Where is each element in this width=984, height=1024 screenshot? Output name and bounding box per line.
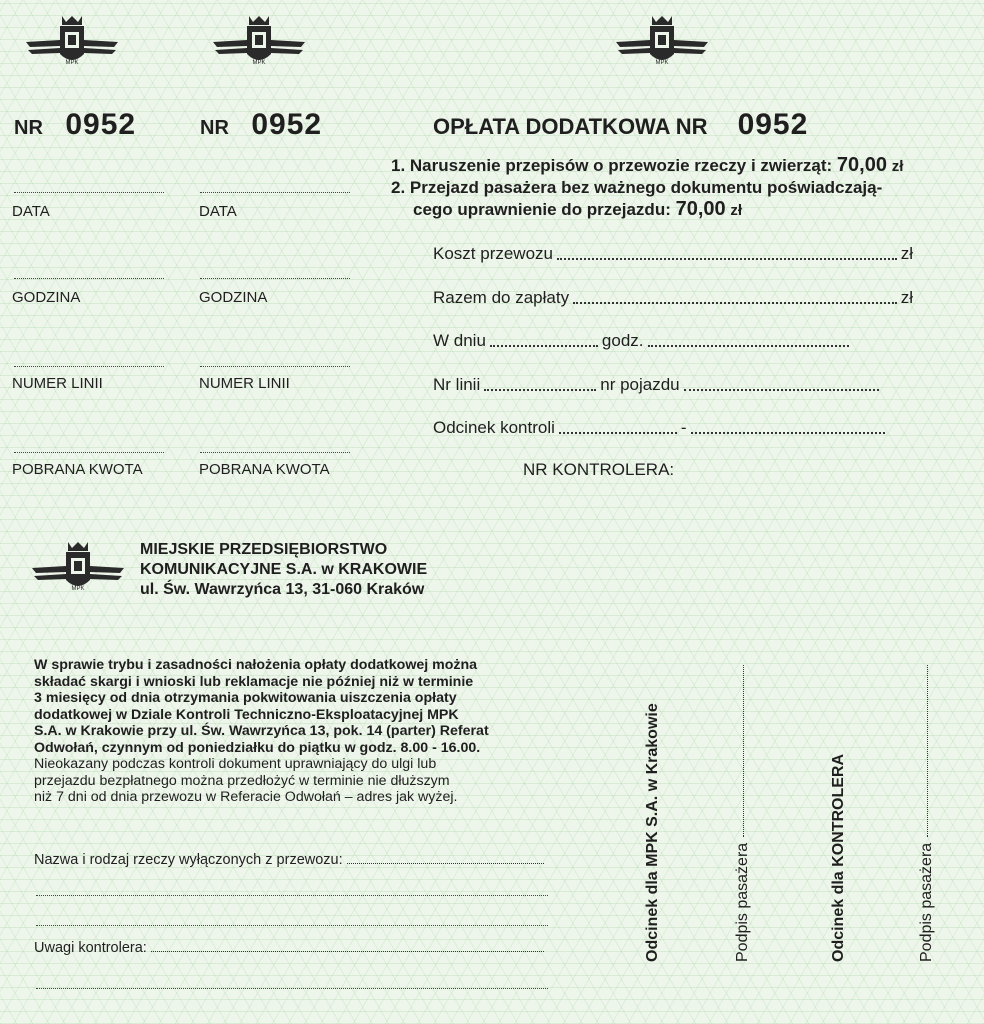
remarks-field[interactable] [34, 940, 548, 956]
mpk-logo-icon [211, 12, 307, 72]
svg-text:MPK: MPK [655, 60, 669, 66]
stub-2-line-label: NUMER LINII [199, 375, 290, 392]
fee-item-1-text: 1. Naruszenie przepisów o przewozie rzeczy i zwierząt: [391, 156, 833, 175]
razem-unit: zł [900, 288, 913, 307]
fee-item-1-amount: 70,00 [836, 154, 887, 176]
excluded-items-input[interactable] [347, 863, 544, 864]
kontroler-stub-label: Odcinek dla KONTROLERA [830, 753, 847, 962]
svg-text:MPK: MPK [71, 586, 85, 592]
excluded-items-field[interactable] [34, 852, 548, 868]
info-line: Nieokazany podczas kontroli dokument uprawniający do ulgi lub [34, 756, 437, 772]
stub-2-time-label: GODZINA [199, 289, 268, 306]
godz-label: godz. [601, 331, 644, 350]
ticket-nr-number: 0952 [737, 108, 809, 141]
mpk-logo-icon [30, 538, 126, 598]
kontroler-label: NR KONTROLERA: [523, 460, 675, 479]
info-bold-line: dodatkowej w Dziale Kontroli Techniczno-Eksploatacyjnej MPK [34, 706, 459, 723]
odcinek-field[interactable] [433, 418, 889, 438]
info-line: niż 7 dni od dnia przewozu w Referacie Odwołań – adres jak wyżej. [34, 789, 458, 805]
stub-2-nr-number: 0952 [251, 108, 323, 141]
stub-1-amount-label: POBRANA KWOTA [12, 461, 143, 478]
dniu-label: W dniu [433, 331, 486, 350]
stub-2-date-label: DATA [199, 203, 237, 220]
company-line-2: KOMUNIKACYJNE S.A. w KRAKOWIE [140, 561, 428, 578]
stub-1-date-line[interactable] [14, 192, 164, 193]
company-line-1: MIEJSKIE PRZEDSIĘBIORSTWO [140, 541, 388, 558]
koszt-unit: zł [900, 244, 913, 263]
company-name-block [140, 540, 427, 600]
remarks-label: Uwagi kontrolera: [34, 940, 147, 956]
linii-input[interactable] [484, 389, 596, 391]
odcinek-to-input[interactable] [691, 432, 885, 434]
mpk-signature-label: Podpis pasażera [734, 842, 751, 962]
kontroler-signature-line[interactable] [927, 665, 928, 837]
koszt-label: Koszt przewozu [433, 244, 553, 263]
ticket-header [433, 108, 808, 142]
fee-item-2-amount: 70,00 [675, 198, 726, 220]
stub-1-nr-label: NR [14, 117, 43, 139]
svg-text:MPK: MPK [252, 60, 266, 66]
linii-label: Nr linii [433, 375, 481, 394]
stub-2-nr [200, 108, 322, 142]
fee-item-2-text: cego uprawnienie do przejazdu: [413, 200, 671, 219]
stub-2-time-line[interactable] [200, 278, 350, 279]
stub-1-date-label: DATA [12, 203, 50, 220]
stub-1-time-label: GODZINA [12, 289, 81, 306]
fee-item-1 [391, 155, 971, 177]
info-bold-line: W sprawie trybu i zasadności nałożenia opłaty dodatkowej można [34, 657, 478, 673]
razem-label: Razem do zapłaty [433, 288, 570, 307]
stub-1-time-line[interactable] [14, 278, 164, 279]
stub-2-date-line[interactable] [200, 192, 350, 193]
koszt-input[interactable] [557, 258, 897, 260]
odcinek-separator: - [680, 418, 687, 437]
info-bold-line: S.A. w Krakowie przy ul. Św. Wawrzyńca 13, pok. 14 (parter) Referat [34, 723, 489, 739]
stub-1-nr-number: 0952 [65, 108, 137, 141]
info-paragraph [34, 657, 548, 806]
stub-2-amount-line[interactable] [200, 452, 350, 453]
stub-2-nr-label: NR [200, 117, 229, 139]
svg-text:MPK: MPK [65, 60, 79, 66]
ticket-title: OPŁATA DODATKOWA NR [433, 114, 708, 139]
remarks-line-2[interactable] [36, 988, 548, 989]
fee-item-2-line-2 [413, 199, 973, 221]
stub-2-line-line[interactable] [200, 366, 350, 367]
info-line: przejazdu bezpłatnego można przedłożyć w terminie nie dłuższym [34, 772, 450, 789]
koszt-field[interactable] [433, 244, 913, 264]
stub-1-line-label: NUMER LINII [12, 375, 103, 392]
pojazdu-input[interactable] [684, 389, 879, 391]
stub-1-amount-line[interactable] [14, 452, 164, 453]
fee-item-2-line-1: 2. Przejazd pasażera bez ważnego dokumentu poświadczają- [391, 178, 883, 197]
kontroler-signature[interactable] [918, 665, 936, 962]
dniu-input[interactable] [490, 345, 598, 347]
mpk-stub-label: Odcinek dla MPK S.A. w Krakowie [644, 703, 661, 962]
remarks-input[interactable] [151, 951, 544, 952]
razem-input[interactable] [573, 302, 897, 304]
stub-1-nr [14, 108, 136, 142]
mpk-signature[interactable] [734, 665, 752, 962]
stub-2-amount-label: POBRANA KWOTA [199, 461, 330, 478]
odcinek-from-input[interactable] [559, 432, 677, 434]
odcinek-label: Odcinek kontroli [433, 418, 555, 437]
mpk-signature-line[interactable] [743, 665, 744, 837]
pojazdu-label: nr pojazdu [600, 375, 680, 394]
info-bold-line: Odwołań, czynnym od poniedziałku do piątku w godz. 8.00 - 16.00. [34, 739, 481, 756]
mpk-logo-icon [614, 12, 710, 72]
mpk-logo-icon [24, 12, 120, 72]
excluded-items-label: Nazwa i rodzaj rzeczy wyłączonych z przewozu: [34, 852, 343, 868]
excluded-items-line-3[interactable] [36, 925, 548, 926]
fee-item-1-unit: zł [891, 158, 904, 175]
stub-1-line-line[interactable] [14, 366, 164, 367]
date-time-field[interactable] [433, 331, 853, 351]
excluded-items-line-2[interactable] [36, 895, 548, 896]
line-vehicle-field[interactable] [433, 375, 883, 395]
kontroler-signature-label: Podpis pasażera [918, 842, 935, 962]
info-bold-line: 3 miesięcy od dnia otrzymania pokwitowania uiszczenia opłaty [34, 690, 457, 706]
razem-field[interactable] [433, 288, 913, 308]
fee-item-2-unit: zł [730, 202, 743, 219]
info-bold-line: składać skargi i wnioski lub reklamacje nie później niż w terminie [34, 673, 474, 690]
godz-input[interactable] [648, 345, 849, 347]
company-address: ul. Św. Wawrzyńca 13, 31-060 Kraków [140, 581, 425, 598]
